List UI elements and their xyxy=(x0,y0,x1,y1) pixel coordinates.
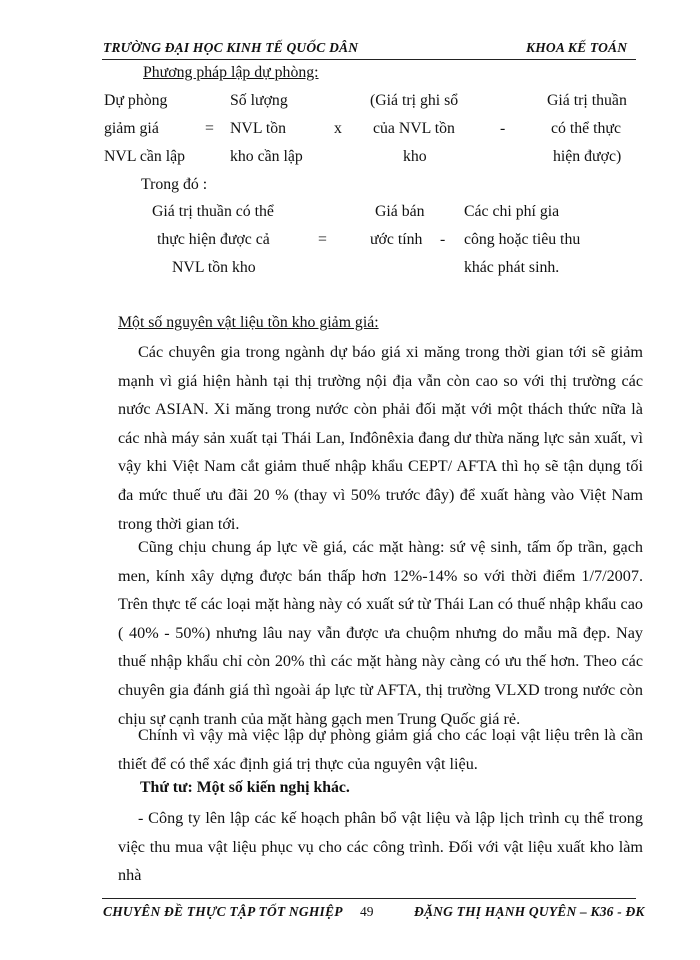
formula1-term4-line1: Giá trị thuần xyxy=(547,92,627,109)
formula2-term2-line1: Giá bán xyxy=(375,203,425,220)
heading-fourth-recommendation: Thứ tư: Một số kiến nghị khác. xyxy=(140,779,350,796)
formula1-term3-line3: kho xyxy=(403,148,427,165)
formula1-term3-line1: (Giá trị ghi sổ xyxy=(370,92,459,109)
formula1-term1-line3: NVL cần lập xyxy=(104,148,185,165)
page-number: 49 xyxy=(360,904,374,919)
formula2-term3-line2: công hoặc tiêu thu xyxy=(464,231,581,248)
header-rule xyxy=(102,59,636,60)
formula1-term2-line1: Số lượng xyxy=(230,92,288,109)
paragraph-conclusion: Chính vì vậy mà việc lập dự phòng giảm giá cho các loại vật liệu trên là cần thiết để có thể xác định giá trị thực của nguyên vật liệu. xyxy=(118,726,643,773)
formula2-term1-line3: NVL tồn kho xyxy=(172,259,256,276)
formula2-term3-line1: Các chi phí gia xyxy=(464,203,560,220)
formula1-term1-line2: giảm giá xyxy=(104,120,159,137)
paragraph-cement: Các chuyên gia trong ngành dự báo giá xi măng trong thời gian tới sẽ giảm mạnh vì giá hiện hành tại thị trường nội địa vẫn còn cao so với thị trường các nước ASIAN. Xi măng trong nước còn phải đối mặt với một thách thức nữa là các nhà máy sản xuất tại Thái Lan, Inđônêxia đang dư thừa năng lực sản xuất, vì vậy khi Việt Nam cắt giảm thuế nhập khẩu CEPT/ AFTA thì họ sẽ tận dụng tối đa mức thuế ưu đãi 20 % (thay vì 50% trước đây) để xuất hàng vào Việt Nam trong thời gian tới. xyxy=(118,343,643,533)
section-title: Một số nguyên vật liệu tồn kho giảm giá: xyxy=(118,314,379,331)
formula1-term4-line2: có thể thực xyxy=(551,120,621,137)
formula1-title: Phương pháp lập dự phòng: xyxy=(143,64,319,81)
formula2-title: Trong đó : xyxy=(141,176,208,193)
formula1-equals: = xyxy=(205,120,214,137)
formula1-term1-line1: Dự phòng xyxy=(104,92,168,109)
footer-author: ĐẶNG THỊ HẠNH QUYÊN – K36 - ĐK xyxy=(414,904,645,919)
formula2-minus: - xyxy=(440,231,446,248)
formula2-term3-line3: khác phát sinh. xyxy=(464,259,560,276)
formula2-term1-line2: thực hiện được cả xyxy=(157,231,270,248)
formula1-term2-line2: NVL tồn xyxy=(230,120,287,137)
paragraph-planning: - Công ty lên lập các kế hoạch phân bổ vật liệu và lập lịch trình cụ thể trong việc thu mua vật liệu phục vụ cho các công trình. Đối với vật liệu xuất kho làm nhà xyxy=(118,809,643,885)
header-faculty: KHOA KẾ TOÁN xyxy=(526,40,628,55)
formula1-term4-line3: hiện được) xyxy=(553,148,622,165)
formula1-minus: - xyxy=(500,120,506,137)
footer-title: CHUYÊN ĐỀ THỰC TẬP TỐT NGHIỆP xyxy=(103,904,343,919)
paragraph-ceramics: Cũng chịu chung áp lực về giá, các mặt hàng: sứ vệ sinh, tấm ốp trần, gạch men, kính xây dựng được bán thấp hơn 12%-14% so với thời điểm 1/7/2007. Trên thực tế các loại mặt hàng này có xuất sứ từ Thái Lan có thuế nhập khẩu cao ( 40% - 50%) nhưng lâu nay vẫn được ưa chuộm nhưng do mẫu mã đẹp. Nay thuế nhập khẩu chỉ còn 20% thì các mặt hàng này càng có ưu thế hơn. Theo các chuyên gia đánh giá thì ngoài áp lực từ AFTA, thị trường VLXD trong nước còn chịu sự cạnh tranh của mặt hàng gạch men Trung Quốc giá rẻ. xyxy=(118,538,643,728)
formula2-term1-line1: Giá trị thuần có thể xyxy=(152,203,274,220)
formula2-equals: = xyxy=(318,231,327,248)
formula1-term2-line3: kho cần lập xyxy=(230,148,303,165)
formula1-times: x xyxy=(334,120,342,137)
formula1-term3-line2: của NVL tồn xyxy=(373,120,455,137)
formula2-term2-line2: ước tính xyxy=(370,231,423,248)
footer-rule xyxy=(102,898,636,899)
header-school: TRƯỜNG ĐẠI HỌC KINH TẾ QUỐC DÂN xyxy=(103,40,359,55)
